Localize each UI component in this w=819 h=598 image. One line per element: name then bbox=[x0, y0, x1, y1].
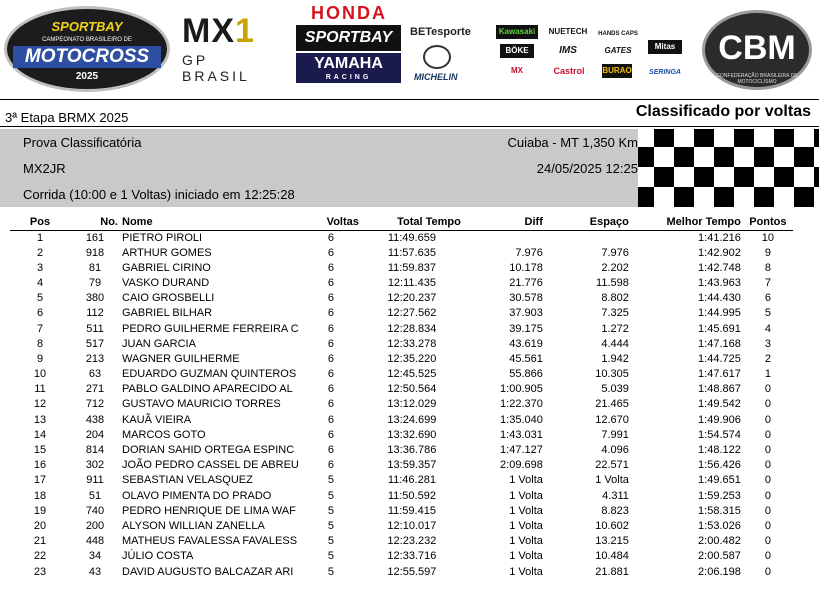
gap-cell: 7.976 bbox=[601, 246, 629, 259]
name-cell: GABRIEL CIRINO bbox=[122, 261, 211, 274]
sportbay-logo: SPORTBAY bbox=[296, 25, 401, 51]
total-time-cell: 11:59.837 bbox=[387, 261, 436, 274]
diff-cell: 45.561 bbox=[509, 352, 543, 365]
points-cell: 0 bbox=[764, 459, 771, 472]
col-pos: Pos bbox=[29, 216, 51, 229]
pos-cell: 7 bbox=[36, 322, 44, 335]
name-cell: GUSTAVO MAURICIO TORRES bbox=[122, 398, 281, 411]
gap-cell: 11.598 bbox=[596, 276, 629, 289]
total-time-cell: 12:27.562 bbox=[387, 307, 437, 320]
name-cell: ALYSON WILLIAN ZANELLA bbox=[122, 519, 265, 532]
laps-cell: 5 bbox=[327, 550, 334, 563]
laps-cell: 5 bbox=[327, 565, 334, 578]
name-cell: PEDRO GUILHERME FERREIRA C bbox=[122, 322, 299, 335]
number-cell: 712 bbox=[85, 398, 105, 411]
diff-cell: 1:43.031 bbox=[500, 428, 543, 441]
table-row bbox=[10, 321, 793, 336]
table-row bbox=[10, 291, 793, 306]
points-cell: 8 bbox=[764, 261, 771, 274]
best-lap-cell: 1:49.542 bbox=[698, 398, 741, 411]
points-cell: 0 bbox=[764, 519, 771, 532]
points-cell: 6 bbox=[764, 292, 771, 305]
round-sponsor-logo bbox=[423, 45, 451, 69]
name-cell: DORIAN SAHID ORTEGA ESPINC bbox=[122, 444, 295, 457]
laps-cell: 6 bbox=[327, 246, 334, 259]
pos-cell: 11 bbox=[34, 383, 46, 396]
cbm-logo: CBM CONFEDERAÇÃO BRASILEIRA DE MOTOCICLISMO bbox=[702, 10, 812, 90]
michelin-logo: MICHELIN bbox=[414, 72, 458, 82]
gap-cell: 1 Volta bbox=[595, 474, 629, 487]
diff-cell: 21.776 bbox=[509, 276, 543, 289]
laps-cell: 6 bbox=[327, 368, 334, 381]
laps-cell: 6 bbox=[327, 444, 334, 457]
points-cell: 0 bbox=[764, 474, 771, 487]
name-cell: PABLO GALDINO APARECIDO AL bbox=[122, 383, 293, 396]
gap-cell: 1.942 bbox=[601, 352, 629, 365]
points-cell: 0 bbox=[764, 428, 771, 441]
diff-cell: 1 Volta bbox=[509, 565, 543, 578]
name-cell: JUAN GARCIA bbox=[122, 337, 196, 350]
results-table bbox=[10, 215, 793, 580]
honda-logo: HONDA bbox=[311, 3, 387, 23]
number-cell: 438 bbox=[85, 413, 105, 426]
table-row bbox=[10, 443, 793, 458]
number-cell: 204 bbox=[85, 428, 105, 441]
points-cell: 7 bbox=[764, 276, 771, 289]
gap-cell: 2.202 bbox=[601, 261, 629, 274]
points-cell: 0 bbox=[764, 444, 771, 457]
gap-cell: 10.305 bbox=[595, 368, 629, 381]
number-cell: 511 bbox=[86, 322, 104, 335]
table-row bbox=[10, 489, 793, 504]
points-cell: 0 bbox=[764, 550, 771, 563]
best-lap-cell: 1:53.026 bbox=[698, 519, 741, 532]
total-time-cell: 13:32.690 bbox=[387, 428, 437, 441]
gap-cell: 4.311 bbox=[602, 489, 629, 502]
table-row bbox=[10, 473, 793, 488]
table-row bbox=[10, 534, 793, 549]
betesporte-logo: BETesporte bbox=[410, 26, 471, 38]
pos-cell: 13 bbox=[33, 413, 47, 426]
gap-cell: 8.802 bbox=[601, 292, 629, 305]
number-cell: 112 bbox=[86, 307, 104, 320]
pos-cell: 19 bbox=[33, 504, 47, 517]
best-lap-cell: 1:43.963 bbox=[698, 276, 741, 289]
session-name: Prova Classificatória bbox=[23, 135, 142, 150]
name-cell: CAIO GROSBELLI bbox=[122, 292, 215, 305]
diff-cell: 1 Volta bbox=[509, 550, 543, 563]
diff-cell: 10.178 bbox=[509, 261, 543, 274]
diff-cell: 1 Volta bbox=[509, 535, 543, 548]
laps-cell: 6 bbox=[327, 307, 334, 320]
gates-logo: GATES bbox=[600, 44, 636, 58]
best-lap-cell: 1:47.168 bbox=[698, 337, 741, 350]
table-row bbox=[10, 352, 793, 367]
gap-cell: 5.039 bbox=[601, 383, 629, 396]
gap-cell: 21.465 bbox=[595, 398, 629, 411]
laps-cell: 6 bbox=[327, 413, 334, 426]
total-time-cell: 12:23.232 bbox=[387, 535, 437, 548]
total-time-cell: 12:20.237 bbox=[387, 292, 437, 305]
col-number: No. bbox=[100, 216, 118, 229]
best-lap-cell: 1:59.253 bbox=[698, 489, 741, 502]
total-time-cell: 12:11.435 bbox=[387, 276, 436, 289]
gap-cell: 4.096 bbox=[601, 444, 629, 457]
points-cell: 0 bbox=[764, 413, 771, 426]
table-row bbox=[10, 564, 793, 579]
laps-cell: 6 bbox=[327, 383, 334, 396]
name-cell: KAUÃ VIEIRA bbox=[122, 413, 192, 426]
points-cell: 0 bbox=[764, 398, 771, 411]
laps-cell: 6 bbox=[327, 276, 334, 289]
pos-cell: 10 bbox=[33, 368, 47, 381]
total-time-cell: 12:35.220 bbox=[387, 352, 437, 365]
mx-sponsor-logo: MX bbox=[502, 64, 532, 78]
report-title: Classificado por voltas bbox=[635, 103, 811, 120]
laps-cell: 6 bbox=[327, 292, 334, 305]
pos-cell: 8 bbox=[36, 337, 44, 350]
best-lap-cell: 1:44.995 bbox=[698, 307, 741, 320]
total-time-cell: 11:50.592 bbox=[387, 489, 436, 502]
total-time-cell: 12:50.564 bbox=[387, 383, 437, 396]
points-cell: 0 bbox=[764, 489, 771, 502]
number-cell: 814 bbox=[85, 444, 105, 457]
kawasaki-logo: Kawasaki bbox=[496, 25, 538, 39]
number-cell: 79 bbox=[88, 276, 102, 289]
pos-cell: 18 bbox=[33, 489, 47, 502]
diff-cell: 1:35.040 bbox=[500, 413, 543, 426]
total-time-cell: 12:33.278 bbox=[387, 337, 437, 350]
table-row bbox=[10, 261, 793, 276]
total-time-cell: 13:59.357 bbox=[387, 459, 437, 472]
table-row bbox=[10, 519, 793, 534]
laps-cell: 5 bbox=[327, 535, 334, 548]
gap-cell: 13.215 bbox=[595, 535, 629, 548]
laps-cell: 6 bbox=[327, 231, 334, 244]
yamaha-logo: YAMAHA RACING bbox=[296, 53, 401, 83]
diff-cell: 37.903 bbox=[509, 307, 543, 320]
total-time-cell: 12:33.716 bbox=[387, 550, 437, 563]
points-cell: 2 bbox=[764, 352, 771, 365]
points-cell: 10 bbox=[761, 231, 774, 244]
pos-cell: 5 bbox=[36, 292, 44, 305]
checkered-flag-icon bbox=[638, 129, 819, 207]
pos-cell: 9 bbox=[36, 352, 44, 365]
laps-cell: 6 bbox=[327, 459, 334, 472]
gap-cell: 4.444 bbox=[601, 337, 629, 350]
header-bottom-rule bbox=[0, 126, 819, 127]
number-cell: 271 bbox=[85, 383, 105, 396]
points-cell: 1 bbox=[764, 368, 771, 381]
points-cell: 9 bbox=[764, 246, 771, 259]
number-cell: 161 bbox=[85, 231, 105, 244]
laps-cell: 5 bbox=[327, 489, 334, 502]
name-cell: SEBASTIAN VELASQUEZ bbox=[122, 474, 253, 487]
number-cell: 63 bbox=[88, 368, 102, 381]
sponsor-banner bbox=[0, 0, 819, 98]
name-cell: VASKO DURAND bbox=[122, 276, 210, 289]
table-row bbox=[10, 230, 793, 246]
best-lap-cell: 1:44.725 bbox=[698, 352, 741, 365]
total-time-cell: 12:45.525 bbox=[387, 368, 437, 381]
diff-cell: 1:22.370 bbox=[500, 398, 543, 411]
number-cell: 517 bbox=[85, 337, 105, 350]
diff-cell bbox=[463, 230, 545, 246]
name-cell: ARTHUR GOMES bbox=[122, 246, 212, 259]
total-time-cell: 13:12.029 bbox=[387, 398, 437, 411]
gap-cell: 12.670 bbox=[595, 413, 629, 426]
number-cell: 200 bbox=[85, 519, 105, 532]
best-lap-cell: 2:00.587 bbox=[698, 550, 741, 563]
motocross-championship-logo: SPORTBAY CAMPEONATO BRASILEIRO DE MOTOCROSS 2025 bbox=[4, 6, 170, 92]
col-points: Pontos bbox=[749, 216, 787, 229]
table-row bbox=[10, 306, 793, 321]
name-cell: PIETRO PIROLI bbox=[122, 231, 203, 244]
number-cell: 213 bbox=[85, 352, 105, 365]
best-lap-cell: 1:58.315 bbox=[698, 504, 741, 517]
diff-cell: 1 Volta bbox=[509, 474, 543, 487]
laps-cell: 5 bbox=[327, 519, 334, 532]
pos-cell: 20 bbox=[33, 519, 47, 532]
gap-cell: 21.881 bbox=[595, 565, 629, 578]
gap-cell: 10.484 bbox=[595, 550, 629, 563]
laps-cell: 6 bbox=[327, 337, 334, 350]
table-row bbox=[10, 246, 793, 261]
number-cell: 740 bbox=[85, 504, 105, 517]
table-row bbox=[10, 276, 793, 291]
gap-cell: 7.325 bbox=[601, 307, 629, 320]
points-cell: 0 bbox=[764, 565, 771, 578]
best-lap-cell: 1:56.426 bbox=[698, 459, 741, 472]
best-lap-cell: 1:41.216 bbox=[698, 231, 741, 244]
laps-cell: 5 bbox=[327, 474, 334, 487]
burao-logo: BURAO bbox=[602, 64, 632, 78]
total-time-cell: 12:10.017 bbox=[387, 519, 437, 532]
hands-caps-logo: HANDS CAPS bbox=[598, 27, 638, 41]
name-cell: GABRIEL BILHAR bbox=[122, 307, 213, 320]
number-cell: 81 bbox=[88, 261, 102, 274]
total-time-cell: 13:36.786 bbox=[387, 444, 437, 457]
pos-cell: 15 bbox=[33, 444, 47, 457]
points-cell: 0 bbox=[764, 535, 771, 548]
table-row bbox=[10, 413, 793, 428]
name-cell: PEDRO HENRIQUE DE LIMA WAF bbox=[122, 504, 296, 517]
diff-cell: 1:47.127 bbox=[500, 444, 543, 457]
number-cell: 43 bbox=[88, 565, 102, 578]
diff-cell: 7.976 bbox=[515, 246, 543, 259]
pos-cell: 12 bbox=[33, 398, 47, 411]
total-time-cell: 13:24.699 bbox=[387, 413, 437, 426]
pos-cell: 21 bbox=[33, 535, 47, 548]
diff-cell: 1 Volta bbox=[509, 489, 543, 502]
laps-cell: 5 bbox=[327, 504, 334, 517]
col-best-lap: Melhor Tempo bbox=[666, 216, 741, 229]
table-row bbox=[10, 397, 793, 412]
col-total-time: Total Tempo bbox=[397, 216, 461, 229]
laps-cell: 6 bbox=[327, 398, 334, 411]
best-lap-cell: 1:48.122 bbox=[698, 444, 741, 457]
mx1-gp-brasil-logo: MX1 GP BRASIL bbox=[182, 12, 255, 84]
col-diff: Diff bbox=[524, 216, 543, 229]
table-row bbox=[10, 504, 793, 519]
nuetech-logo: NUETECH bbox=[544, 25, 592, 39]
seringa-logo: SERINGA bbox=[646, 66, 684, 80]
points-cell: 0 bbox=[764, 383, 771, 396]
diff-cell: 39.175 bbox=[509, 322, 543, 335]
castrol-logo: Castrol bbox=[546, 64, 592, 78]
diff-cell: 43.619 bbox=[509, 337, 543, 350]
number-cell: 448 bbox=[85, 535, 105, 548]
name-cell: MATHEUS FAVALESSA FAVALESS bbox=[122, 535, 298, 548]
number-cell: 51 bbox=[88, 489, 102, 502]
category-name: MX2JR bbox=[23, 161, 66, 176]
best-lap-cell: 1:45.691 bbox=[698, 322, 741, 335]
points-cell: 5 bbox=[764, 307, 771, 320]
name-cell: JOÃO PEDRO CASSEL DE ABREU bbox=[122, 459, 299, 472]
best-lap-cell: 1:48.867 bbox=[698, 383, 741, 396]
table-row bbox=[10, 458, 793, 473]
col-laps: Voltas bbox=[326, 216, 359, 229]
best-lap-cell: 1:42.748 bbox=[698, 261, 741, 274]
name-cell: WAGNER GUILHERME bbox=[122, 352, 240, 365]
name-cell: EDUARDO GUZMAN QUINTEROS bbox=[122, 368, 297, 381]
table-row bbox=[10, 367, 793, 382]
table-row bbox=[10, 382, 793, 397]
pos-cell: 23 bbox=[33, 565, 47, 578]
pos-cell: 3 bbox=[36, 261, 44, 274]
results-header-row bbox=[10, 215, 793, 230]
points-cell: 3 bbox=[764, 337, 771, 350]
laps-cell: 6 bbox=[327, 428, 334, 441]
session-info-band bbox=[0, 129, 819, 207]
number-cell: 918 bbox=[85, 246, 105, 259]
best-lap-cell: 1:49.651 bbox=[698, 474, 741, 487]
number-cell: 302 bbox=[85, 459, 105, 472]
name-cell: JÚLIO COSTA bbox=[122, 550, 194, 563]
number-cell: 380 bbox=[85, 292, 105, 305]
best-lap-cell: 2:00.482 bbox=[698, 535, 741, 548]
total-time-cell: 11:46.281 bbox=[387, 474, 436, 487]
track-location: Cuiaba - MT 1,350 Km bbox=[507, 135, 638, 150]
name-cell: MARCOS GOTO bbox=[122, 428, 206, 441]
table-row bbox=[10, 428, 793, 443]
diff-cell: 1:00.905 bbox=[500, 383, 543, 396]
total-time-cell: 11:59.415 bbox=[387, 504, 436, 517]
pos-cell: 6 bbox=[36, 307, 44, 320]
name-cell: OLAVO PIMENTA DO PRADO bbox=[122, 489, 272, 502]
diff-cell: 1 Volta bbox=[509, 519, 543, 532]
pos-cell: 14 bbox=[33, 428, 47, 441]
diff-cell: 30.578 bbox=[509, 292, 543, 305]
pos-cell: 17 bbox=[33, 474, 47, 487]
ims-logo: IMS bbox=[546, 44, 590, 58]
number-cell: 911 bbox=[86, 474, 104, 487]
laps-cell: 6 bbox=[327, 261, 334, 274]
event-title: 3ª Etapa BRMX 2025 bbox=[5, 110, 129, 125]
pos-cell: 22 bbox=[33, 550, 47, 563]
laps-cell: 6 bbox=[327, 322, 334, 335]
best-lap-cell: 1:47.617 bbox=[698, 368, 741, 381]
gap-cell: 10.602 bbox=[595, 519, 629, 532]
total-time-cell: 11:57.635 bbox=[387, 246, 436, 259]
best-lap-cell: 1:49.906 bbox=[698, 413, 741, 426]
col-name: Nome bbox=[122, 216, 153, 229]
table-row bbox=[10, 337, 793, 352]
diff-cell: 2:09.698 bbox=[500, 459, 543, 472]
laps-cell: 6 bbox=[327, 352, 334, 365]
header-top-rule bbox=[0, 99, 819, 100]
gap-cell: 1.272 bbox=[601, 322, 629, 335]
gap-cell: 8.823 bbox=[601, 504, 629, 517]
boke-logo: BÖKE bbox=[500, 44, 534, 58]
total-time-cell: 11:49.659 bbox=[387, 231, 436, 244]
best-lap-cell: 1:44.430 bbox=[698, 292, 741, 305]
pos-cell: 2 bbox=[36, 246, 44, 259]
gap-cell: 22.571 bbox=[595, 459, 629, 472]
pos-cell: 1 bbox=[36, 231, 44, 244]
pos-cell: 4 bbox=[36, 276, 44, 289]
race-info: Corrida (10:00 e 1 Voltas) iniciado em 12:25:28 bbox=[23, 187, 295, 202]
diff-cell: 1 Volta bbox=[509, 504, 543, 517]
pos-cell: 16 bbox=[33, 459, 47, 472]
table-row bbox=[10, 549, 793, 564]
points-cell: 4 bbox=[764, 322, 771, 335]
gap-cell: 7.991 bbox=[601, 428, 629, 441]
mitas-logo: Mitas bbox=[648, 40, 682, 54]
best-lap-cell: 1:54.574 bbox=[698, 428, 741, 441]
points-cell: 0 bbox=[764, 504, 771, 517]
total-time-cell: 12:28.834 bbox=[387, 322, 437, 335]
gap-cell bbox=[545, 230, 631, 246]
number-cell: 34 bbox=[88, 550, 102, 563]
total-time-cell: 12:55.597 bbox=[387, 565, 437, 578]
col-gap: Espaço bbox=[589, 216, 629, 229]
best-lap-cell: 1:42.902 bbox=[698, 246, 741, 259]
diff-cell: 55.866 bbox=[509, 368, 543, 381]
race-datetime: 24/05/2025 12:25 bbox=[536, 161, 638, 176]
best-lap-cell: 2:06.198 bbox=[698, 565, 741, 578]
name-cell: DAVID AUGUSTO BALCAZAR ARI bbox=[122, 565, 294, 578]
